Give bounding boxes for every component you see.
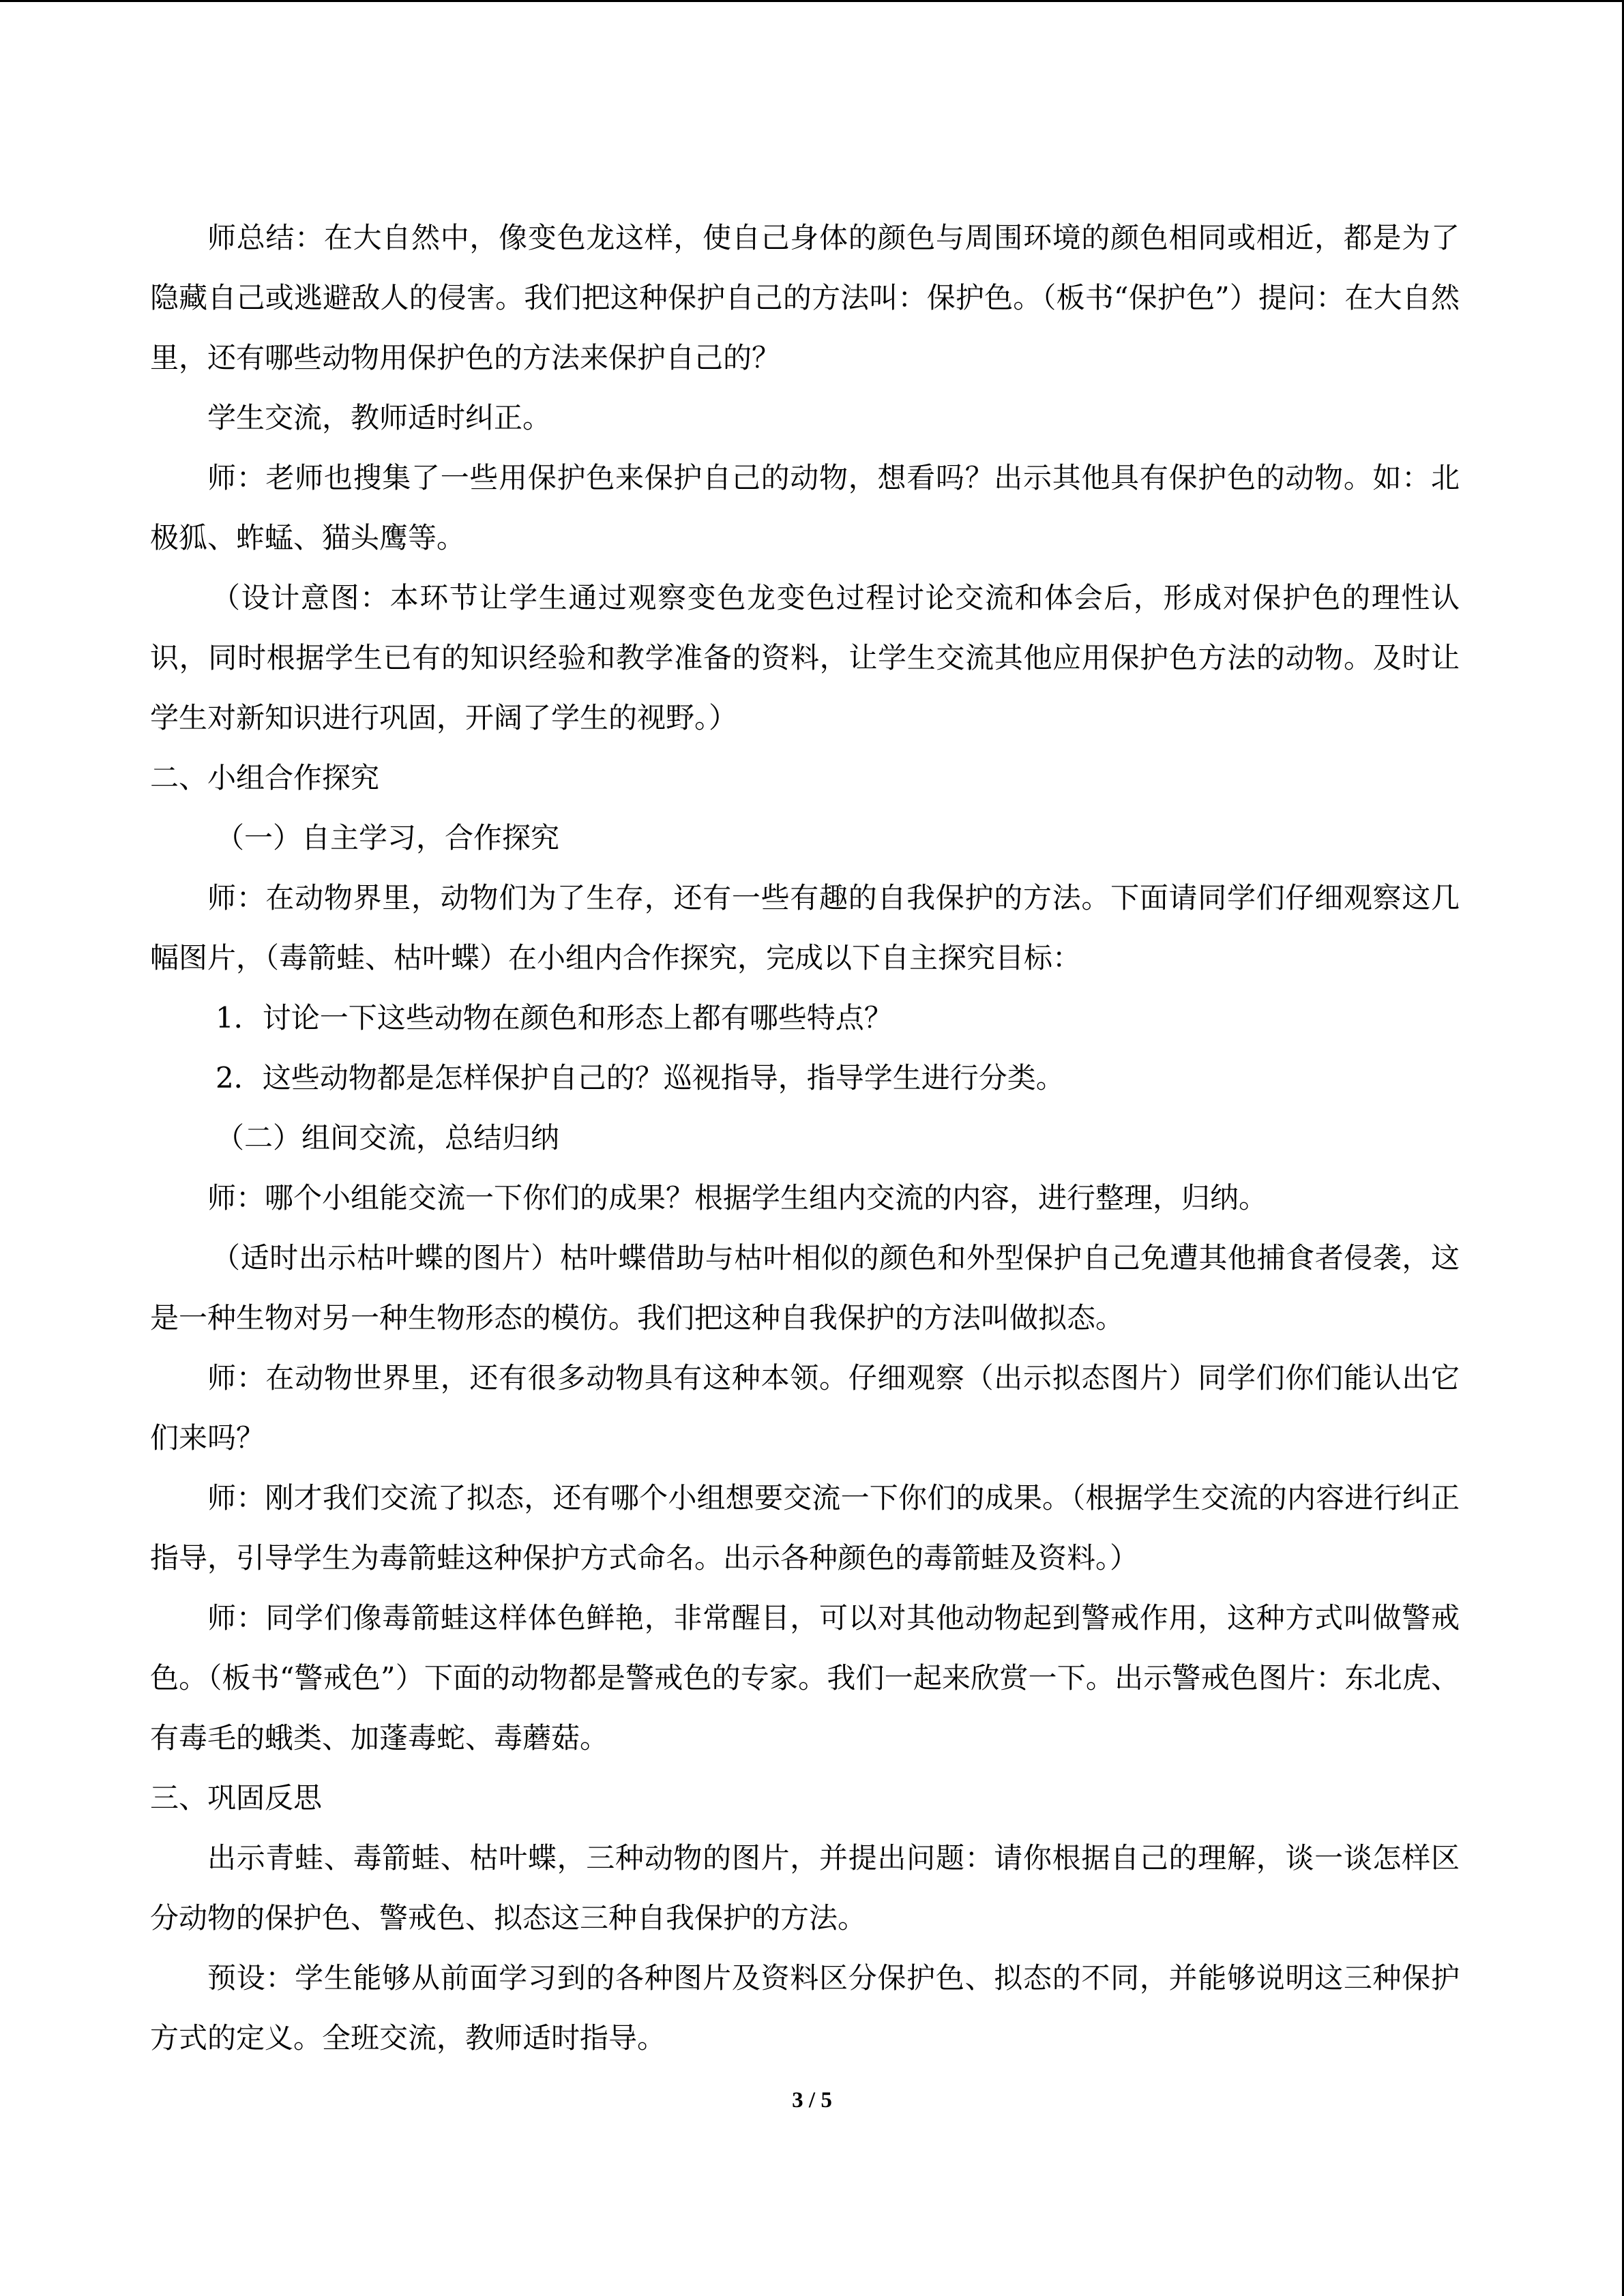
section-heading-group-inquiry: 二、小组合作探究 [150, 761, 380, 794]
sub-heading-group-exchange: （二）组间交流，总结归纳 [216, 1121, 560, 1154]
document-body [150, 208, 1460, 2068]
section-heading-consolidation: 三、巩固反思 [150, 1781, 323, 1815]
paragraph-teacher-collection: 师：老师也搜集了一些用保护色来保护自己的动物，想看吗？出示其他具有保护色的动物。如：北极狐、蚱蜢、猫头鹰等。 [150, 461, 1460, 554]
paragraph-poison-frog: 师：刚才我们交流了拟态，还有哪个小组想要交流一下你们的成果。（根据学生交流的内容进行纠正指导，引导学生为毒箭蛙这种保护方式命名。出示各种颜色的毒箭蛙及资料。） [150, 1481, 1460, 1575]
top-border [0, 0, 1624, 2]
paragraph-preset: 预设：学生能够从前面学习到的各种图片及资料区分保护色、拟态的不同，并能够说明这三种保护方式的定义。全班交流，教师适时指导。 [150, 1961, 1460, 2055]
paragraph-animal-world: 师：在动物界里，动物们为了生存，还有一些有趣的自我保护的方法。下面请同学们仔细观察这几幅图片，（毒箭蛙、枯叶蝶）在小组内合作探究，完成以下自主探究目标： [150, 881, 1460, 974]
paragraph-warning-color: 师：同学们像毒箭蛙这样体色鲜艳，非常醒目，可以对其他动物起到警戒作用，这种方式叫做警戒色。（板书“警戒色”）下面的动物都是警戒色的专家。我们一起来欣赏一下。出示警戒色图片：东北虎、有毒毛的蛾类、加蓬毒蛇、毒蘑菇。 [150, 1601, 1460, 1755]
paragraph-which-group: 师：哪个小组能交流一下你们的成果？根据学生组内交流的内容，进行整理，归纳。 [207, 1181, 1268, 1214]
list-item-2: 2．这些动物都是怎样保护自己的？巡视指导，指导学生进行分类。 [216, 1061, 1065, 1094]
page-number: 3 / 5 [792, 2088, 832, 2113]
paragraph-design-intent: （设计意图：本环节让学生通过观察变色龙变色过程讨论交流和体会后，形成对保护色的理性认识，同时根据学生已有的知识经验和教学准备的资料，让学生交流其他应用保护色方法的动物。及时让学生对新知识进行巩固，开阔了学生的视野。） [150, 581, 1460, 734]
paragraph-three-animals: 出示青蛙、毒箭蛙、枯叶蝶，三种动物的图片，并提出问题：请你根据自己的理解，谈一谈怎样区分动物的保护色、警戒色、拟态这三种自我保护的方法。 [150, 1841, 1460, 1935]
sub-heading-self-study: （一）自主学习，合作探究 [216, 821, 560, 854]
paragraph-student-exchange: 学生交流，教师适时纠正。 [207, 401, 552, 434]
paragraph-mimicry: （适时出示枯叶蝶的图片）枯叶蝶借助与枯叶相似的颜色和外型保护自己免遭其他捕食者侵袭，这是一种生物对另一种生物形态的模仿。我们把这种自我保护的方法叫做拟态。 [150, 1241, 1460, 1335]
list-item-1: 1．讨论一下这些动物在颜色和形态上都有哪些特点？ [216, 1001, 893, 1034]
paragraph-animal-skill: 师：在动物世界里，还有很多动物具有这种本领。仔细观察（出示拟态图片）同学们你们能认出它们来吗？ [150, 1361, 1460, 1455]
paragraph-summary: 师总结：在大自然中，像变色龙这样，使自己身体的颜色与周围环境的颜色相同或相近，都是为了隐藏自己或逃避敌人的侵害。我们把这种保护自己的方法叫：保护色。（板书“保护色”）提问：在大自然里，还有哪些动物用保护色的方法来保护自己的？ [150, 221, 1460, 374]
